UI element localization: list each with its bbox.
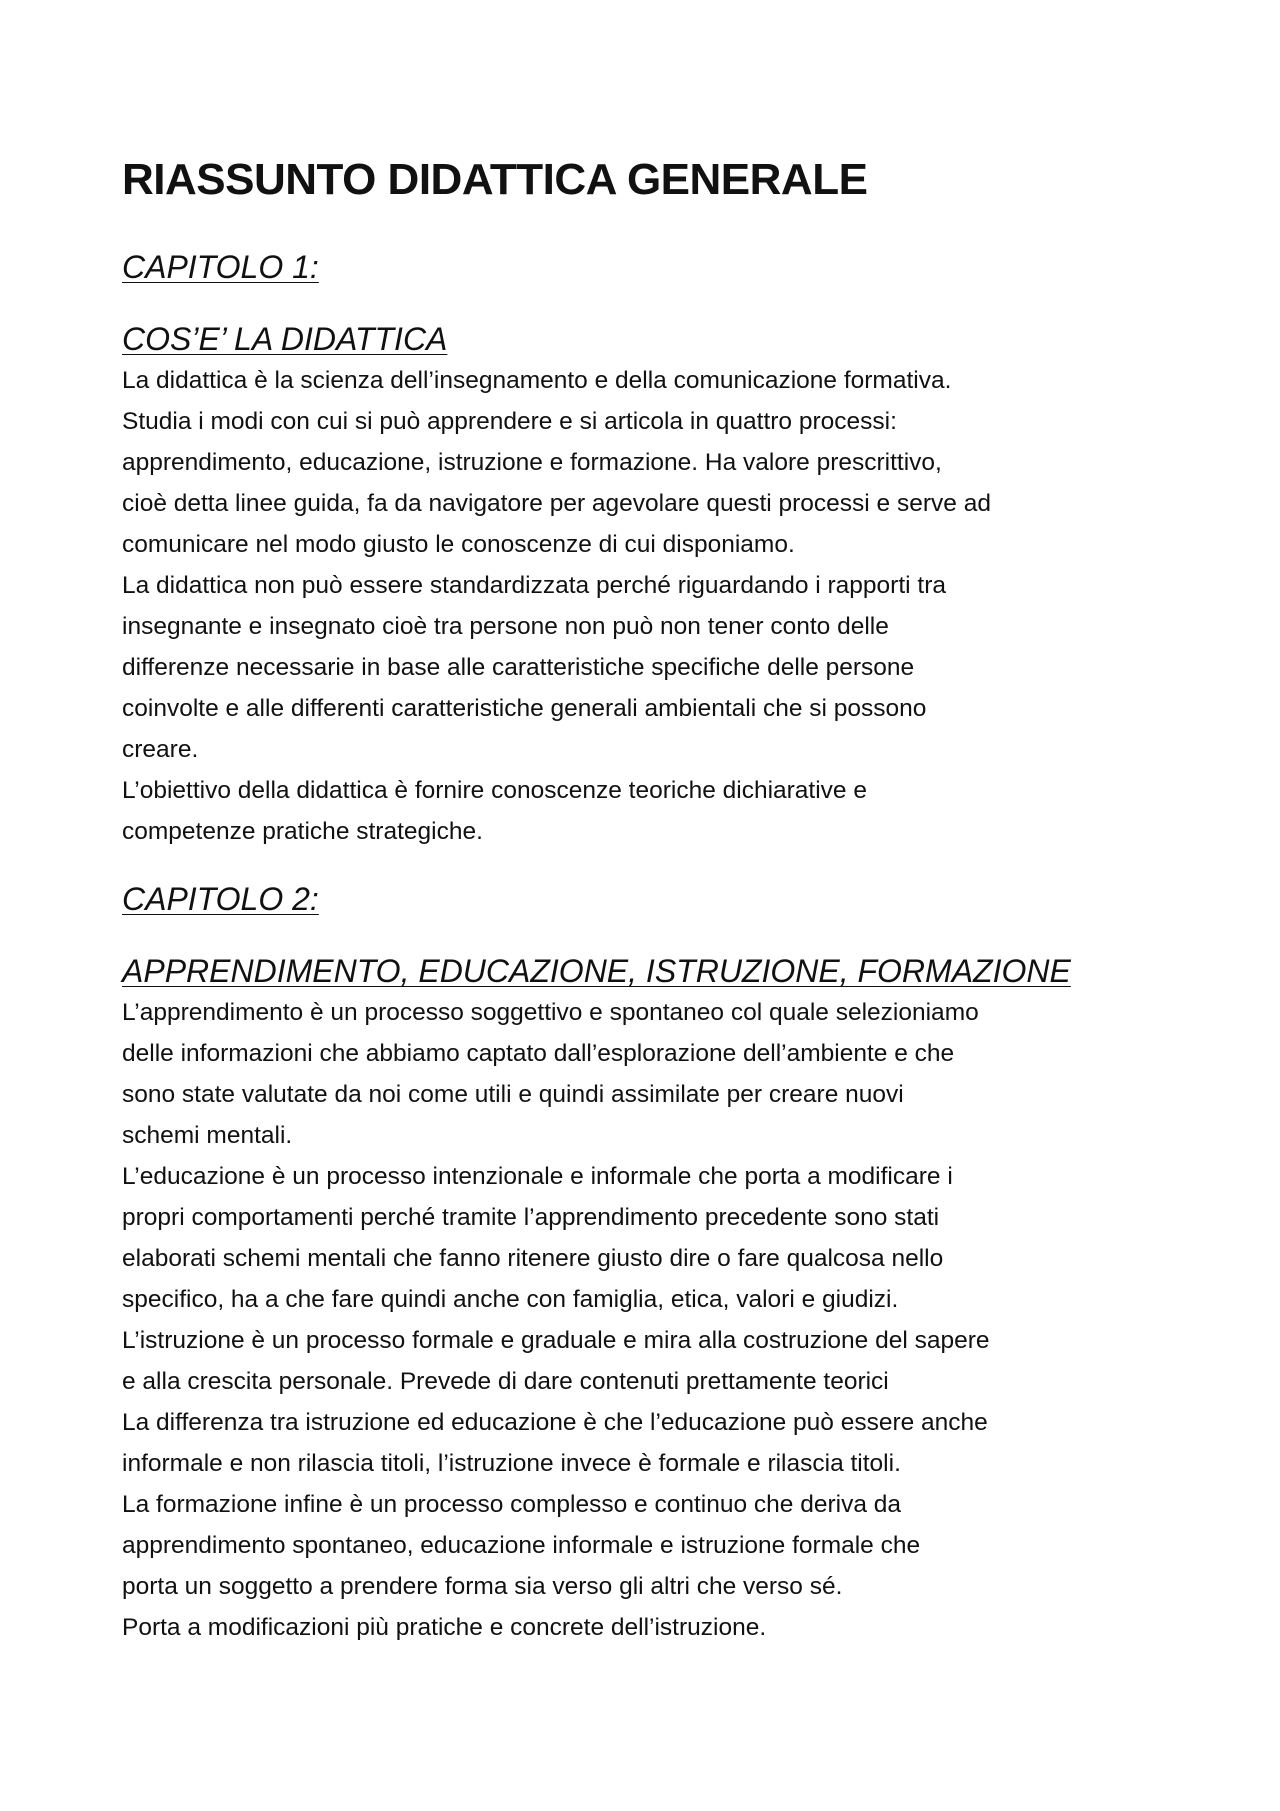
body-line: informale e non rilascia titoli, l’istruzione invece è formale e rilascia titoli. (122, 1450, 901, 1477)
body-line: cioè detta linee guida, fa da navigatore per agevolare questi processi e serve ad (122, 490, 991, 517)
body-line: L’educazione è un processo intenzionale e informale che porta a modificare i (122, 1163, 953, 1190)
body-line: specifico, ha a che fare quindi anche con famiglia, etica, valori e giudizi. (122, 1286, 899, 1313)
body-line: La formazione infine è un processo complesso e continuo che deriva da (122, 1491, 902, 1518)
body-line: L’obiettivo della didattica è fornire conoscenze teoriche dichiarative e (122, 777, 867, 804)
body-line: L’istruzione è un processo formale e graduale e mira alla costruzione del sapere (122, 1327, 990, 1354)
body-line: apprendimento spontaneo, educazione informale e istruzione formale che (122, 1532, 921, 1559)
body-line: schemi mentali. (122, 1122, 293, 1149)
body-line: apprendimento, educazione, istruzione e formazione. Ha valore prescrittivo, (122, 449, 942, 476)
body-line: Porta a modificazioni più pratiche e concrete dell’istruzione. (122, 1614, 767, 1641)
body-line: competenze pratiche strategiche. (122, 818, 483, 845)
document-title: RIASSUNTO DIDATTICA GENERALE (122, 155, 868, 204)
body-line: delle informazioni che abbiamo captato dall’esplorazione dell’ambiente e che (122, 1040, 955, 1067)
body-line: differenze necessarie in base alle caratteristiche specifiche delle persone (122, 654, 915, 681)
body-line: e alla crescita personale. Prevede di dare contenuti prettamente teorici (122, 1368, 889, 1395)
body-line: La didattica è la scienza dell’insegnamento e della comunicazione formativa. (122, 367, 952, 394)
body-line: sono state valutate da noi come utili e quindi assimilate per creare nuovi (122, 1081, 904, 1108)
body-line: elaborati schemi mentali che fanno ritenere giusto dire o fare qualcosa nello (122, 1245, 944, 1272)
body-line: coinvolte e alle differenti caratteristiche generali ambientali che si possono (122, 695, 927, 722)
body-line: La didattica non può essere standardizzata perché riguardando i rapporti tra (122, 572, 946, 599)
body-line: comunicare nel modo giusto le conoscenze di cui disponiamo. (122, 531, 795, 558)
body-line: insegnante e insegnato cioè tra persone non può non tener conto delle (122, 613, 889, 640)
body-line: porta un soggetto a prendere forma sia verso gli altri che verso sé. (122, 1573, 843, 1600)
body-line: Studia i modi con cui si può apprendere e si articola in quattro processi: (122, 408, 897, 435)
chapter-2-label: CAPITOLO 2: (122, 881, 319, 917)
body-line: La differenza tra istruzione ed educazione è che l’educazione può essere anche (122, 1409, 988, 1436)
body-line: propri comportamenti perché tramite l’apprendimento precedente sono stati (122, 1204, 940, 1231)
chapter-2-body (122, 992, 1182, 1648)
chapter-1-label: CAPITOLO 1: (122, 249, 319, 285)
chapter-2-section-title: APPRENDIMENTO, EDUCAZIONE, ISTRUZIONE, FORMAZIONE (122, 953, 1071, 989)
chapter-1-section-title: COS’E’ LA DIDATTICA (122, 321, 448, 357)
document-page (122, 152, 1182, 1648)
body-line: L’apprendimento è un processo soggettivo e spontaneo col quale selezioniamo (122, 999, 979, 1026)
body-line: creare. (122, 736, 199, 763)
chapter-1-body (122, 360, 1182, 852)
